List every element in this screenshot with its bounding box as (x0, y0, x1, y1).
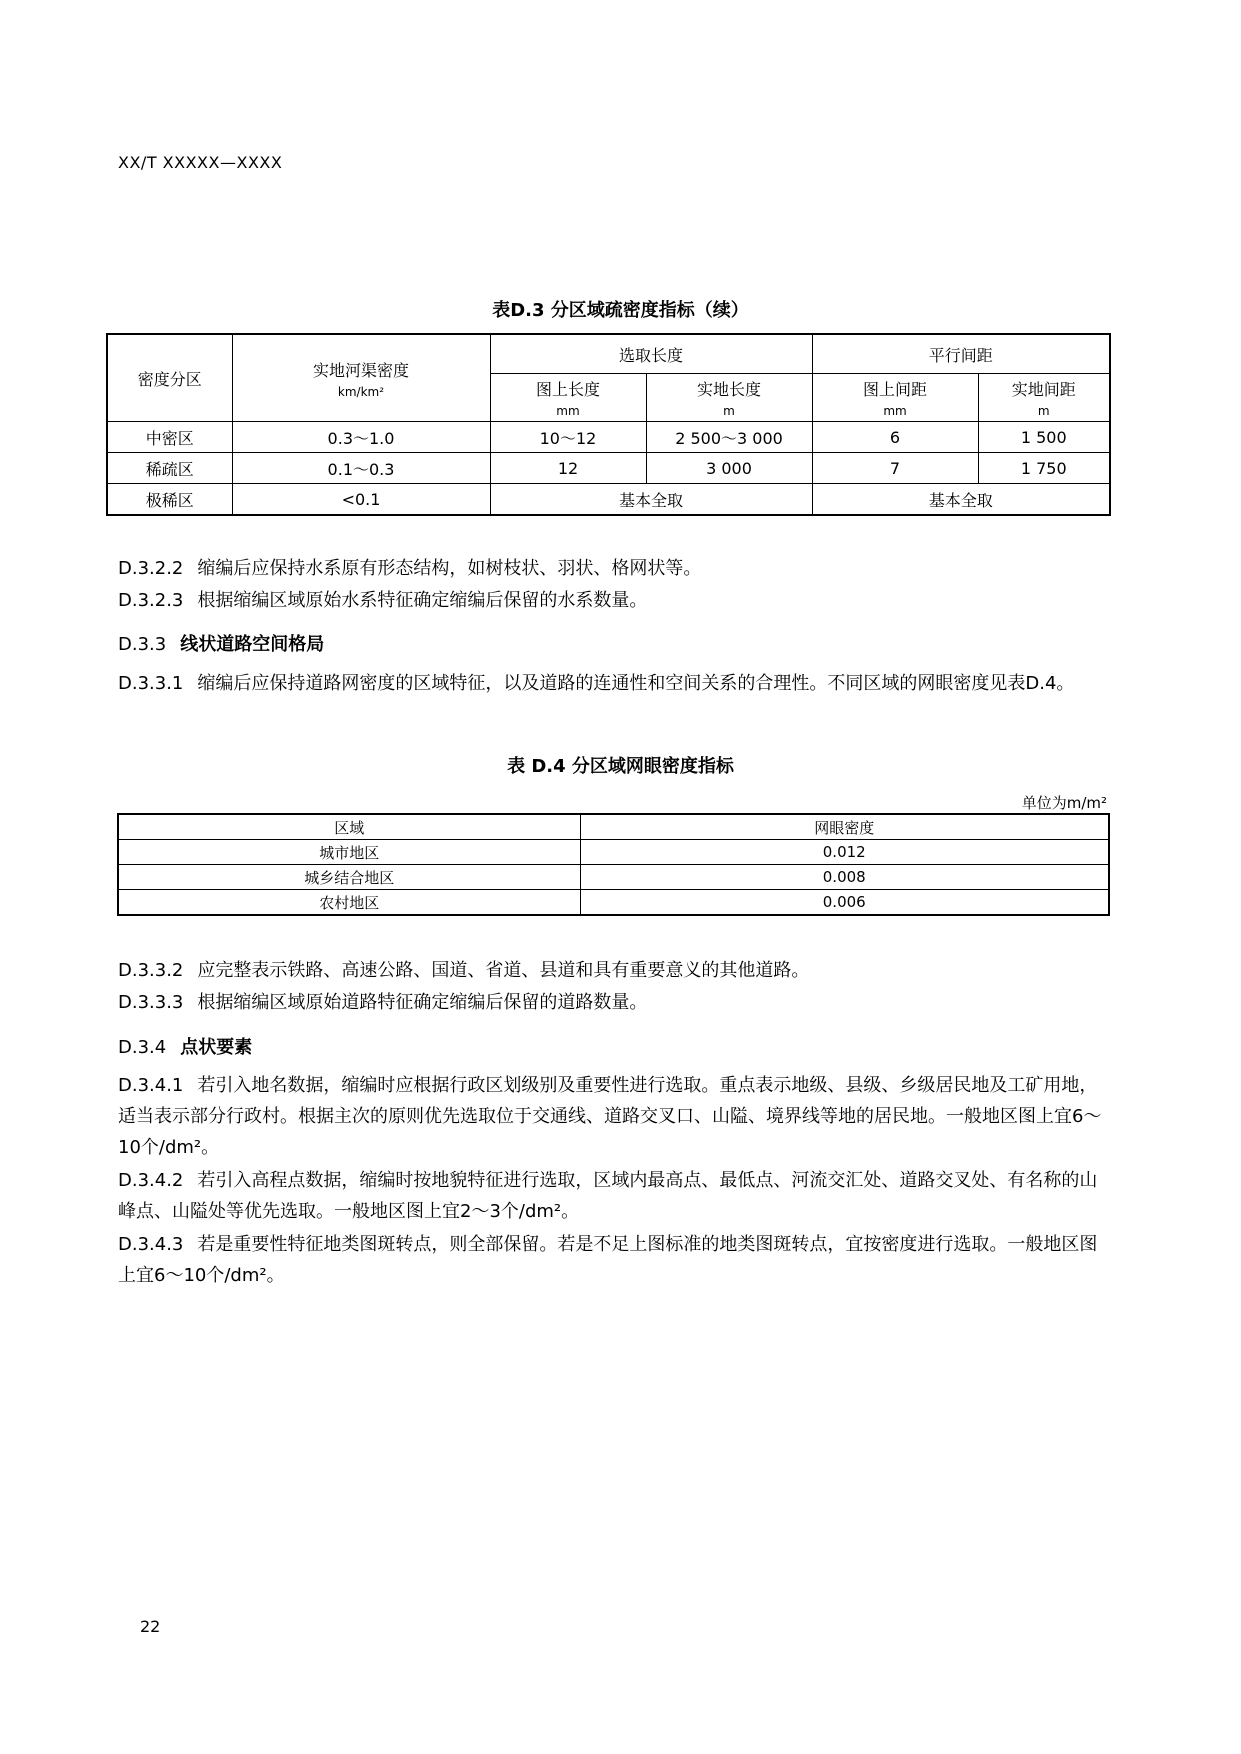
paragraph-d3-4-2 (118, 1165, 1108, 1227)
header-river-density-label: 实地河渠密度 (312, 360, 409, 380)
header-map-spacing-unit: mm (883, 404, 907, 418)
cell-map-length: 10～12 (490, 422, 646, 453)
header-ground-length-unit: m (723, 404, 735, 418)
section-heading-d3-3 (118, 630, 324, 656)
clause-number: D.3.3.2 (118, 960, 184, 981)
cell-map-spacing: 7 (812, 453, 978, 484)
header-ground-length (646, 374, 812, 422)
cell-spacing-all: 基本全取 (812, 484, 1110, 516)
table-d3 (106, 333, 1111, 516)
table-d4 (117, 813, 1110, 916)
cell-density: 0.1～0.3 (232, 453, 490, 484)
clause-text: 应完整表示铁路、高速公路、国道、省道、县道和具有重要意义的其他道路。 (197, 960, 810, 981)
paragraph-d3-3-3 (118, 987, 1108, 1018)
cell-ground-spacing: 1 750 (978, 453, 1110, 484)
header-river-density (232, 334, 490, 422)
table-row (118, 865, 1109, 890)
section-number: D.3.3 (118, 634, 167, 655)
header-parallel-spacing: 平行间距 (812, 334, 1110, 374)
clause-text: 缩编后应保持水系原有形态结构，如树枝状、羽状、格网状等。 (197, 558, 702, 579)
clause-text: 根据缩编区域原始道路特征确定缩编后保留的道路数量。 (197, 992, 648, 1013)
clause-number: D.3.2.3 (118, 590, 184, 611)
clause-number: D.3.3.3 (118, 992, 184, 1013)
clause-number: D.3.4.1 (118, 1075, 184, 1096)
paragraph-d3-4-3 (118, 1229, 1108, 1291)
cell-region: 农村地区 (118, 890, 580, 916)
header-zone: 密度分区 (107, 334, 232, 422)
section-title: 点状要素 (180, 1037, 253, 1058)
paragraph-d3-3-2 (118, 955, 1108, 986)
header-mesh-density: 网眼密度 (580, 814, 1109, 840)
paragraph-d3-2-3 (118, 585, 1108, 616)
section-number: D.3.4 (118, 1037, 167, 1058)
paragraph-d3-3-1 (118, 668, 1108, 699)
header-region: 区域 (118, 814, 580, 840)
header-ground-length-label: 实地长度 (697, 380, 762, 399)
section-heading-d3-4 (118, 1033, 252, 1059)
clause-text: 若是重要性特征地类图斑转点，则全部保留。若是不足上图标准的地类图斑转点，宜按密度进行选取。一般地区图上宜6～10个/dm²。 (118, 1234, 1098, 1286)
table-row (107, 453, 1110, 484)
section-title: 线状道路空间格局 (180, 634, 325, 655)
page-number: 22 (140, 1617, 161, 1636)
table-row (118, 840, 1109, 865)
header-map-spacing-label: 图上间距 (863, 380, 928, 399)
cell-ground-spacing: 1 500 (978, 422, 1110, 453)
cell-region: 城乡结合地区 (118, 865, 580, 890)
header-map-length-label: 图上长度 (535, 380, 600, 399)
table-row (107, 484, 1110, 516)
header-river-density-unit: km/km² (337, 384, 385, 399)
cell-region: 城市地区 (118, 840, 580, 865)
header-ground-spacing-label: 实地间距 (1011, 380, 1076, 399)
standard-code: XX/T XXXXX—XXXX (118, 153, 283, 172)
cell-mesh-density: 0.012 (580, 840, 1109, 865)
clause-text: 根据缩编区域原始水系特征确定缩编后保留的水系数量。 (197, 590, 648, 611)
clause-text: 若引入地名数据，缩编时应根据行政区划级别及重要性进行选取。重点表示地级、县级、乡级居民地及工矿用地，适当表示部分行政村。根据主次的原则优先选取位于交通线、道路交叉口、山隘、境界线等地的居民地。一般地区图上宜6～10个/dm²。 (118, 1075, 1102, 1158)
table-row (118, 890, 1109, 916)
header-ground-spacing-unit: m (1037, 404, 1050, 418)
clause-number: D.3.3.1 (118, 673, 184, 694)
header-map-length-unit: mm (556, 404, 580, 418)
header-map-spacing (812, 374, 978, 422)
cell-mesh-density: 0.008 (580, 865, 1109, 890)
header-selection-length: 选取长度 (490, 334, 812, 374)
cell-zone: 中密区 (107, 422, 232, 453)
cell-ground-length: 2 500～3 000 (646, 422, 812, 453)
paragraph-d3-2-2 (118, 553, 1108, 584)
clause-text: 若引入高程点数据，缩编时按地貌特征进行选取，区域内最高点、最低点、河流交汇处、道路交叉处、有名称的山峰点、山隘处等优先选取。一般地区图上宜2～3个/dm²。 (118, 1170, 1098, 1222)
cell-select-all: 基本全取 (490, 484, 812, 516)
clause-text: 缩编后应保持道路网密度的区域特征，以及道路的连通性和空间关系的合理性。不同区域的网眼密度见表D.4。 (197, 673, 1075, 694)
header-ground-spacing (978, 374, 1110, 422)
clause-number: D.3.4.2 (118, 1170, 184, 1191)
cell-density: 0.3～1.0 (232, 422, 490, 453)
table-d4-title: 表 D.4 分区域网眼密度指标 (507, 756, 734, 777)
cell-map-spacing: 6 (812, 422, 978, 453)
table-d3-title: 表D.3 分区域疏密度指标（续） (492, 300, 749, 321)
cell-zone: 稀疏区 (107, 453, 232, 484)
cell-density: <0.1 (232, 484, 490, 516)
table-header-row (118, 814, 1109, 840)
cell-ground-length: 3 000 (646, 453, 812, 484)
cell-map-length: 12 (490, 453, 646, 484)
cell-zone: 极稀区 (107, 484, 232, 516)
clause-number: D.3.2.2 (118, 558, 184, 579)
table-row (107, 422, 1110, 453)
cell-mesh-density: 0.006 (580, 890, 1109, 916)
header-map-length (490, 374, 646, 422)
clause-number: D.3.4.3 (118, 1234, 184, 1255)
table-d4-unit: 单位为m/m² (1021, 794, 1107, 812)
paragraph-d3-4-1 (118, 1070, 1108, 1163)
